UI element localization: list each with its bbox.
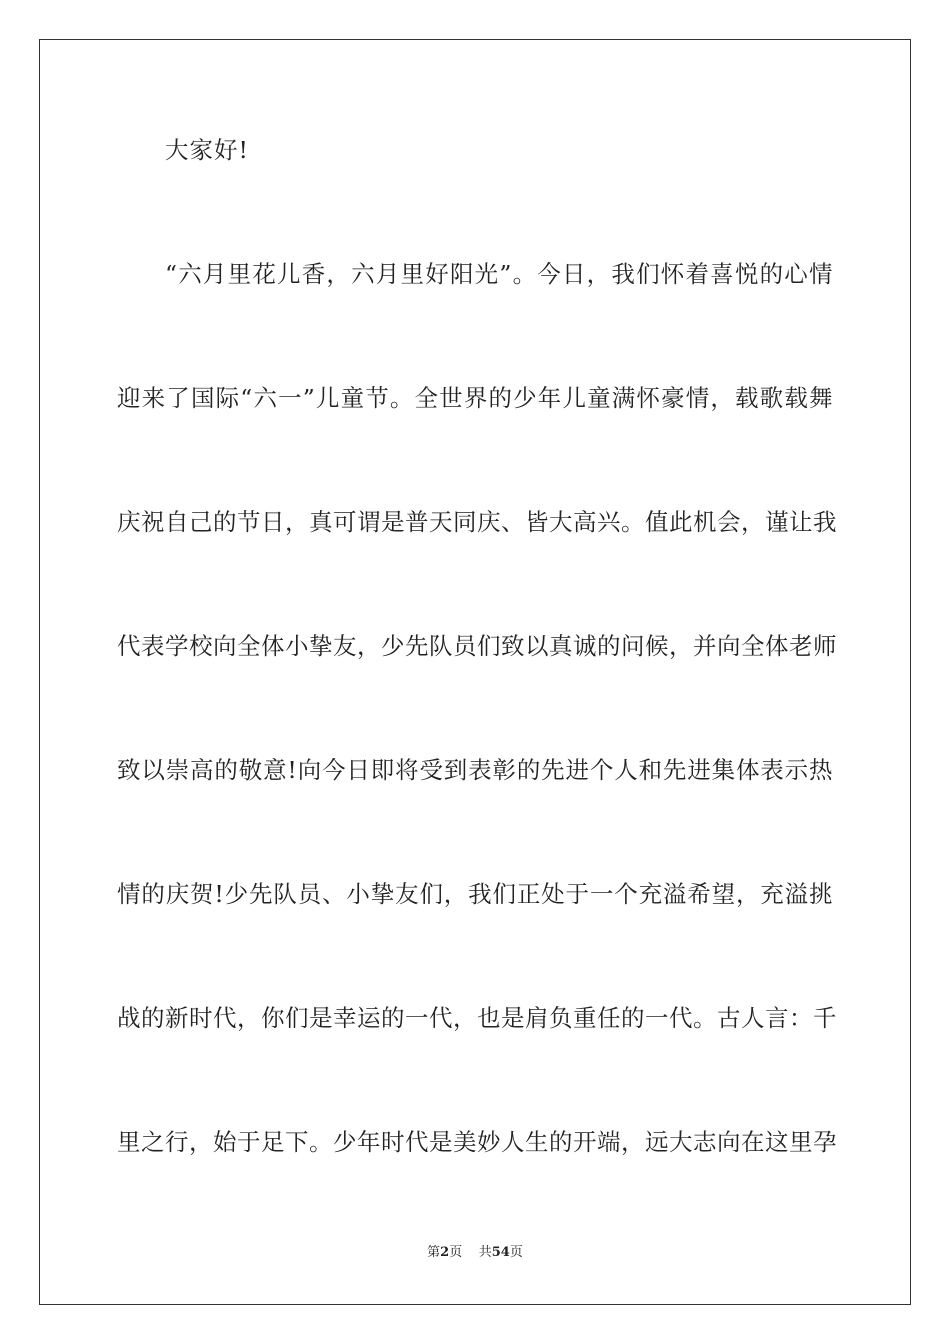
paragraph-line-1: “六月里花儿香，六月里好阳光”。今日，我们怀着喜悦的心情	[165, 260, 833, 288]
paragraph-line-7: 战的新时代，你们是幸运的一代，也是肩负重任的一代。古人言：千	[117, 1004, 837, 1032]
footer-total-pages: 54	[491, 1245, 510, 1260]
paragraph-line-4: 代表学校向全体小挚友，少先队员们致以真诚的问候，并向全体老师	[117, 632, 837, 660]
footer-page-suffix: 页	[449, 1245, 463, 1260]
footer-total-prefix: 共	[478, 1245, 492, 1260]
footer-total-suffix: 页	[509, 1245, 523, 1260]
paragraph-line-2: 迎来了国际“六一”儿童节。全世界的少年儿童满怀豪情，载歌载舞	[117, 384, 833, 412]
paragraph-line-8: 里之行，始于足下。少年时代是美妙人生的开端，远大志向在这里孕	[117, 1128, 837, 1156]
paragraph-line-6: 情的庆贺!少先队员、小挚友们，我们正处于一个充溢希望，充溢挑	[117, 880, 833, 908]
paragraph-line-5: 致以崇高的敬意!向今日即将受到表彰的先进个人和先进集体表示热	[117, 756, 833, 784]
page-frame	[39, 39, 911, 1305]
footer-page-prefix: 第	[427, 1245, 441, 1260]
paragraph-line-3: 庆祝自己的节日，真可谓是普天同庆、皆大高兴。值此机会，谨让我	[117, 508, 837, 536]
greeting: 大家好!	[165, 136, 249, 164]
footer-page-number: 2	[440, 1245, 450, 1260]
page-footer	[0, 1244, 950, 1262]
